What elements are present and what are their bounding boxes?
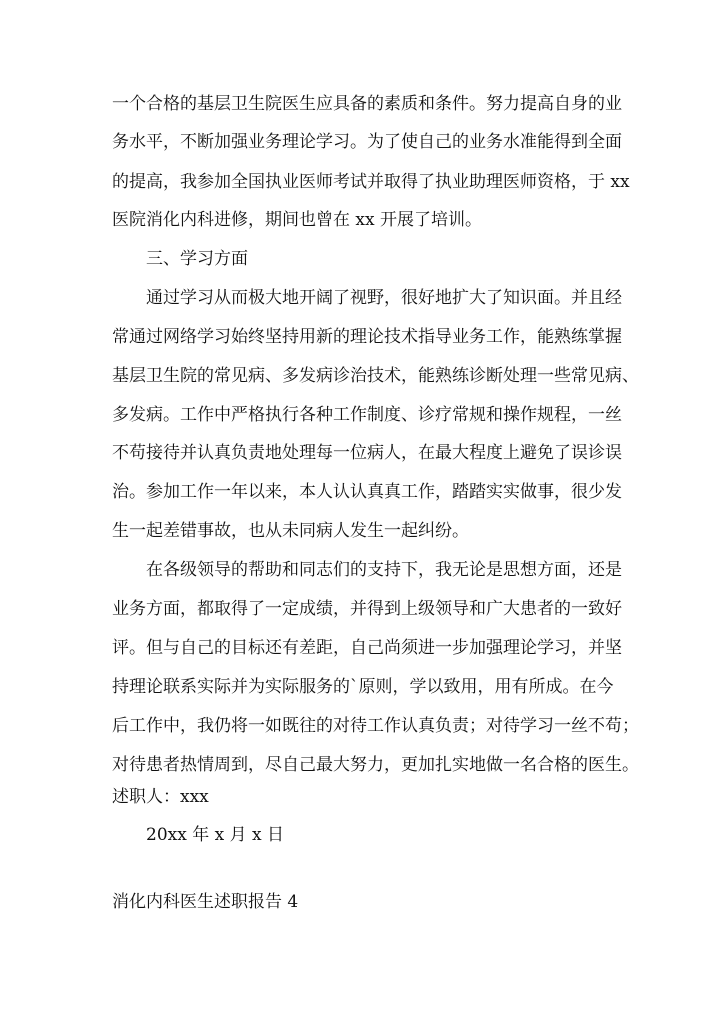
body-line: 医院消化内科进修，期间也曾在 xx 开展了培训。	[112, 210, 482, 230]
body-line: 通过学习从而极大地开阔了视野，很好地扩大了知识面。并且经	[146, 288, 622, 308]
next-report-title: 消化内科医生述职报告 4	[112, 892, 299, 912]
body-line: 基层卫生院的常见病、多发病诊治技术，能熟练诊断处理一些常见病、	[112, 366, 639, 386]
body-line: 评。但与自己的目标还有差距，自己尚须进一步加强理论学习，并坚	[112, 638, 622, 658]
body-line: 务水平，不断加强业务理论学习。为了使自己的业务水准能得到全面	[112, 132, 622, 152]
body-line: 治。参加工作一年以来，本人认认真真工作，踏踏实实做事，很少发	[112, 482, 622, 502]
body-line: 生一起差错事故，也从未同病人发生一起纠纷。	[112, 521, 469, 541]
body-line: 的提高，我参加全国执业医师考试并取得了执业助理医师资格，于 xx	[112, 172, 630, 192]
date-line: 20xx 年 x 月 x 日	[146, 825, 285, 845]
section-heading: 三、学习方面	[146, 249, 248, 269]
body-line: 一个合格的基层卫生院医生应具备的素质和条件。努力提高自身的业	[112, 94, 622, 114]
body-line: 对待患者热情周到，尽自己最大努力，更加扎实地做一名合格的医生。	[112, 755, 639, 775]
body-line: 多发病。工作中严格执行各种工作制度、诊疗常规和操作规程，一丝	[112, 405, 622, 425]
body-line: 后工作中，我仍将一如既往的对待工作认真负责；对待学习一丝不苟；	[112, 716, 639, 736]
signature-line: 述职人：xxx	[112, 787, 209, 807]
body-line: 在各级领导的帮助和同志们的支持下，我无论是思想方面，还是	[146, 560, 622, 580]
body-line: 不苟接待并认真负责地处理每一位病人，在最大程度上避免了误诊误	[112, 443, 622, 463]
body-line: 持理论联系实际并为实际服务的`原则，学以致用，用有所成。在今	[112, 677, 614, 697]
body-line: 业务方面，都取得了一定成绩，并得到上级领导和广大患者的一致好	[112, 599, 622, 619]
body-line: 常通过网络学习始终坚持用新的理论技术指导业务工作，能熟练掌握	[112, 327, 622, 347]
